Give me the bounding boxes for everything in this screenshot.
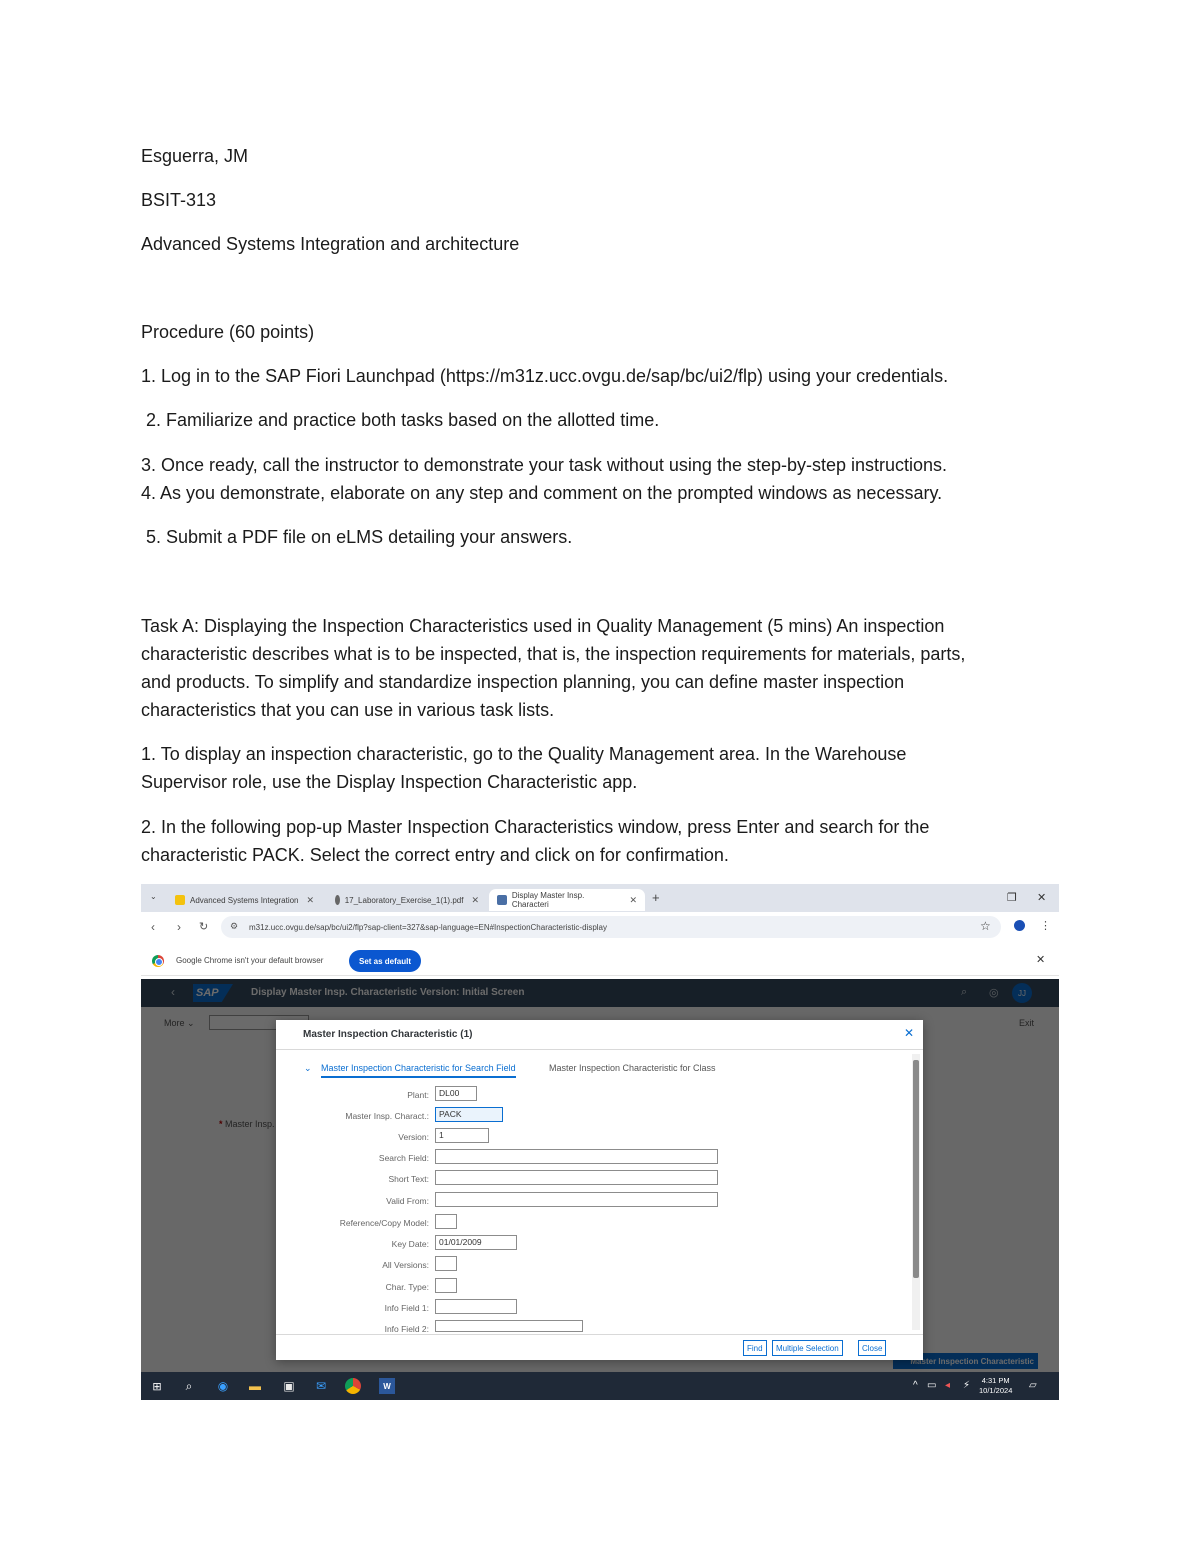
key-date-input[interactable]: 01/01/2009 [435, 1235, 517, 1250]
back-arrow-icon[interactable]: ‹ [151, 920, 155, 934]
procedure-step-4: 4. As you demonstrate, elaborate on any step and comment on the prompted windows as necessary. [141, 483, 943, 503]
taskbar-clock[interactable] [979, 1376, 1012, 1396]
scrollbar-thumb[interactable] [913, 1060, 919, 1278]
tab-search-chevron-icon[interactable]: ⌄ [150, 892, 157, 901]
chevron-up-icon[interactable]: ^ [913, 1380, 918, 1391]
field-label: Search Field: [378, 1153, 429, 1163]
tab-label: Advanced Systems Integration [190, 895, 299, 905]
field-row-info-field-2 [276, 1320, 876, 1340]
battery-icon[interactable]: ⚡ [963, 1380, 971, 1391]
field-row-key-date [276, 1235, 876, 1255]
task-a-step-2-line-2: characteristic PACK. Select the correct entry and click on for confirmation. [141, 845, 729, 865]
set-as-default-button[interactable]: Set as default [349, 950, 421, 972]
close-window-icon[interactable]: ✕ [1037, 892, 1047, 904]
forward-arrow-icon[interactable]: › [177, 920, 181, 934]
reload-icon[interactable]: ↻ [199, 921, 209, 933]
browser-menu-icon[interactable]: ⋮ [1040, 920, 1051, 932]
dialog-scrollbar[interactable] [912, 1054, 920, 1330]
field-row-info-field-1 [276, 1299, 876, 1319]
close-tab-icon[interactable]: ✕ [629, 894, 637, 905]
browser-tab-advanced-systems[interactable] [167, 889, 325, 911]
clock-time: 4:31 PM [981, 1376, 1010, 1385]
dialog-header-divider [276, 1049, 923, 1050]
chrome-logo-icon [152, 955, 164, 967]
reference-copy-model-input[interactable] [435, 1214, 457, 1229]
edge-browser-icon[interactable]: ◉ [217, 1379, 229, 1393]
new-tab-plus-icon[interactable]: + [652, 890, 660, 905]
task-a-intro-line-2: characteristic describes what is to be inspected, that is, the inspection requirements for materials, parts, [141, 644, 966, 664]
dialog-footer-divider [276, 1334, 923, 1335]
procedure-step-5: 5. Submit a PDF file on eLMS detailing your answers. [146, 527, 573, 547]
embedded-screenshot [141, 884, 1059, 1400]
procedure-step-1: 1. Log in to the SAP Fiori Launchpad (https://m31z.ucc.ovgu.de/sap/bc/ui2/flp) using your credentials. [141, 366, 949, 386]
master-insp-charact-input[interactable]: PACK [435, 1107, 503, 1122]
multiple-selection-button[interactable]: Multiple Selection [772, 1340, 843, 1356]
chrome-taskbar-icon[interactable] [345, 1378, 361, 1394]
close-button[interactable]: Close [858, 1340, 886, 1356]
field-label: Valid From: [386, 1196, 429, 1206]
section-code: BSIT-313 [141, 190, 217, 210]
master-inspection-dialog [276, 1020, 923, 1360]
version-input[interactable]: 1 [435, 1128, 489, 1143]
bookmark-star-icon[interactable]: ☆ [980, 919, 991, 933]
field-row-version [276, 1128, 876, 1148]
network-icon[interactable]: ▭ [927, 1380, 937, 1391]
author-name: Esguerra, JM [141, 146, 249, 166]
browser-tab-display-master-insp[interactable] [489, 889, 645, 911]
procedure-step-2: 2. Familiarize and practice both tasks based on the allotted time. [146, 410, 660, 430]
close-tab-icon[interactable]: ✕ [306, 894, 315, 905]
short-text-input[interactable] [435, 1170, 718, 1185]
search-field-input[interactable] [435, 1149, 718, 1164]
procedure-step-3: 3. Once ready, call the instructor to demonstrate your task without using the step-by-step instructions. [141, 455, 948, 475]
field-row-reference-copy-model [276, 1214, 876, 1234]
tab-label: 17_Laboratory_Exercise_1(1).pdf [344, 895, 464, 905]
chevron-down-icon[interactable]: ⌄ [304, 1063, 312, 1073]
file-explorer-icon[interactable]: ▬ [249, 1379, 261, 1393]
search-icon[interactable]: ⌕ [185, 1378, 193, 1393]
mail-icon[interactable]: ✉ [315, 1379, 327, 1393]
url-text: m31z.ucc.ovgu.de/sap/bc/ui2/flp?sap-client=327&sap-language=EN#InspectionCharacteristic-display [249, 922, 607, 932]
browser-tab-lab-pdf[interactable] [327, 889, 487, 911]
field-row-char-type [276, 1278, 876, 1298]
task-a-intro-line-1: Task A: Displaying the Inspection Characteristics used in Quality Management (5 mins) An inspection [141, 616, 945, 636]
info-field-2-input[interactable] [435, 1320, 583, 1332]
field-label: Version: [398, 1132, 429, 1142]
field-label: Char. Type: [385, 1282, 429, 1292]
field-row-plant [276, 1086, 876, 1106]
default-browser-infobar [141, 946, 1059, 976]
task-a-intro-line-3: and products. To simplify and standardize inspection planning, you can define master inspection [141, 672, 905, 692]
profile-avatar-icon[interactable] [1014, 920, 1025, 931]
url-field[interactable] [221, 916, 1001, 938]
plant-input[interactable]: DL00 [435, 1086, 477, 1101]
tab-favicon-icon [175, 895, 185, 905]
find-button[interactable]: Find [743, 1340, 767, 1356]
word-icon[interactable]: W [379, 1378, 395, 1394]
close-tab-icon[interactable]: ✕ [471, 894, 479, 905]
field-label: Info Field 1: [384, 1303, 429, 1313]
tab-label: Display Master Insp. Characteri [511, 891, 585, 909]
browser-address-bar [141, 912, 1059, 942]
clock-date: 10/1/2024 [979, 1386, 1013, 1395]
task-a-step-2-line-1: 2. In the following pop-up Master Inspection Characteristics window, press Enter and search for the [141, 817, 930, 837]
field-row-master-insp-charact [276, 1107, 876, 1127]
infobar-message: Google Chrome isn't your default browser [176, 956, 324, 965]
course-title: Advanced Systems Integration and architecture [141, 234, 520, 254]
field-label: Info Field 2: [384, 1324, 429, 1334]
field-label: Short Text: [388, 1174, 429, 1184]
store-icon[interactable]: ▣ [283, 1379, 295, 1393]
field-label: Master Insp. Charact.: [345, 1111, 429, 1121]
field-row-valid-from [276, 1192, 876, 1212]
task-a-step-1-line-1: 1. To display an inspection characteristic, go to the Quality Management area. In the Warehouse [141, 744, 907, 764]
tab-class[interactable]: Master Inspection Characteristic for Class [549, 1063, 716, 1073]
field-label: Plant: [407, 1090, 429, 1100]
tab-search-field[interactable]: Master Inspection Characteristic for Search Field [321, 1063, 516, 1078]
field-row-short-text [276, 1170, 876, 1190]
field-row-search-field [276, 1149, 876, 1169]
info-field-1-input[interactable] [435, 1299, 517, 1314]
tab-favicon-icon [335, 895, 340, 905]
volume-icon[interactable]: ◂ [945, 1380, 951, 1391]
windows-taskbar [141, 1372, 1059, 1400]
task-a-step-1-line-2: Supervisor role, use the Display Inspection Characteristic app. [141, 772, 638, 792]
task-a-intro-line-4: characteristics that you can use in various task lists. [141, 700, 555, 720]
field-label: Reference/Copy Model: [339, 1218, 429, 1228]
dialog-close-icon[interactable]: ✕ [904, 1026, 915, 1040]
all-versions-input[interactable] [435, 1256, 457, 1271]
windows-start-icon[interactable]: ⊞ [152, 1380, 162, 1393]
browser-tab-bar [141, 884, 1059, 912]
close-infobar-icon[interactable]: ✕ [1036, 954, 1046, 966]
dialog-title: Master Inspection Characteristic (1) [303, 1029, 473, 1040]
procedure-heading: Procedure (60 points) [141, 322, 315, 342]
char-type-input[interactable] [435, 1278, 457, 1293]
restore-window-icon[interactable]: ❐ [1007, 892, 1017, 904]
site-info-icon[interactable]: ⚙ [230, 921, 239, 931]
field-label: Key Date: [391, 1239, 429, 1249]
tab-favicon-icon [497, 895, 507, 905]
field-label: All Versions: [382, 1260, 429, 1270]
notification-icon[interactable]: ▱ [1029, 1380, 1037, 1391]
field-row-all-versions [276, 1256, 876, 1276]
valid-from-input[interactable] [435, 1192, 718, 1207]
